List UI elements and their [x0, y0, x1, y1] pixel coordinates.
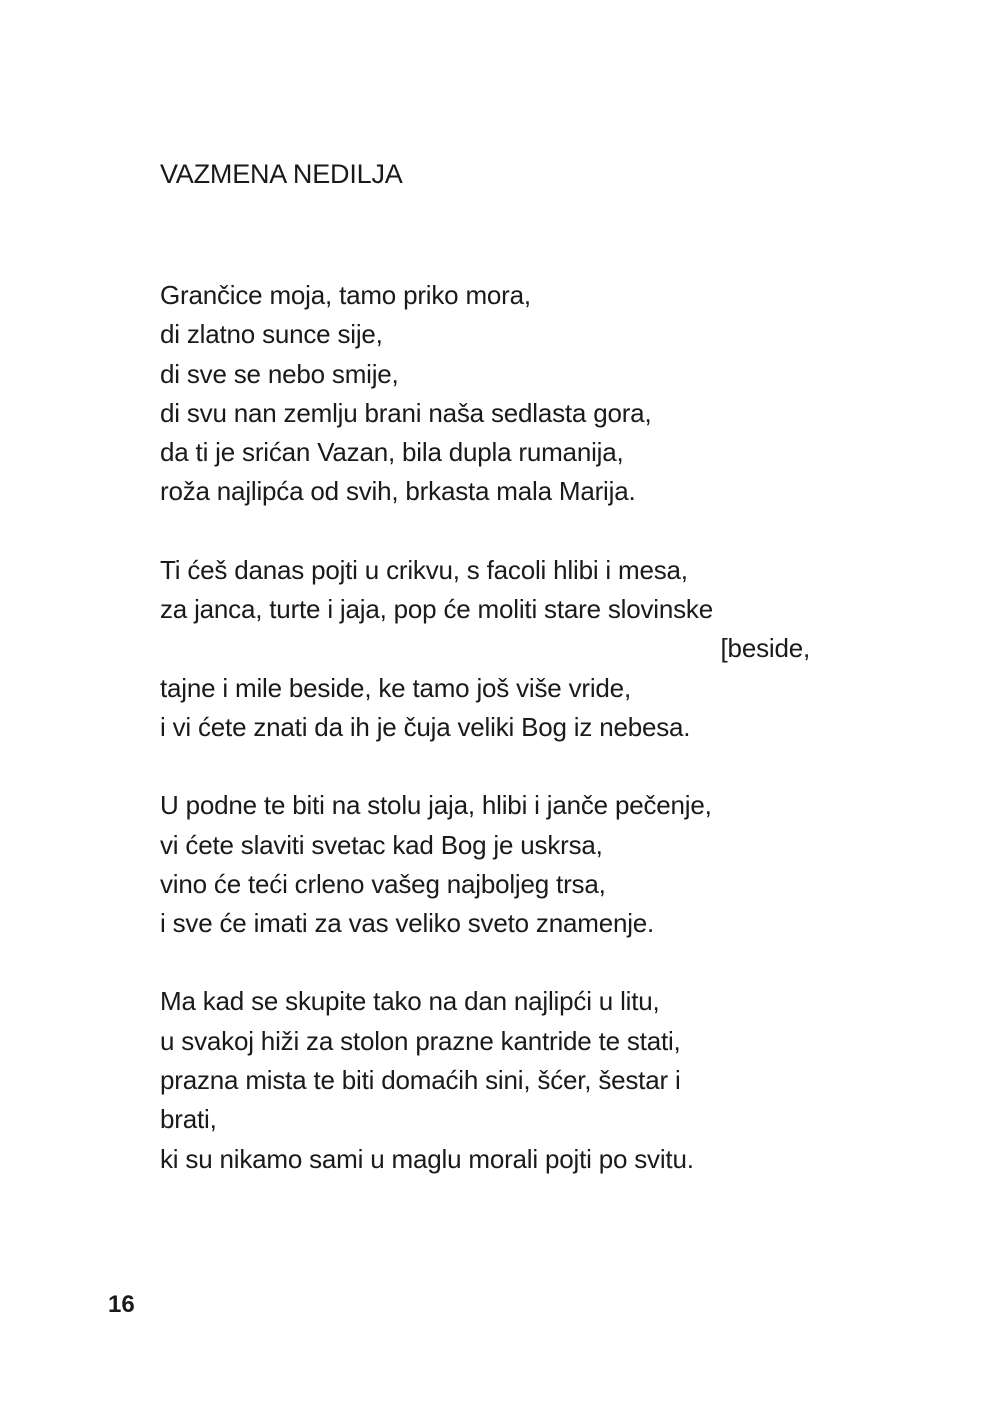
page-number: 16 [108, 1291, 135, 1318]
poem-line: vi ćete slaviti svetac kad Bog je uskrsa, [160, 829, 603, 860]
poem-line: Grančice moja, tamo priko mora, [160, 280, 531, 310]
poem-line: brati, [160, 1104, 217, 1135]
poem-line-continuation: [beside, [720, 633, 810, 664]
poem-title: VAZMENA NEDILJA [160, 159, 403, 189]
poem-line: prazna mista te biti domaćih sini, šćer, šestar i [160, 1065, 681, 1096]
poem-line: di svu nan zemlju brani naša sedlasta gora, [160, 397, 652, 428]
poem-line: tajne i mile beside, ke tamo još više vride, [160, 672, 631, 703]
stanza-4 [160, 982, 840, 1178]
poem-line: vino će teći crleno vašeg najboljeg trsa, [160, 868, 606, 899]
poem-body [160, 276, 840, 1218]
poem-line: Ma kad se skupite tako na dan najlipći u litu, [160, 986, 660, 1017]
stanza-1 [160, 276, 840, 512]
poem-line: roža najlipća od svih, brkasta mala Marija. [160, 476, 636, 507]
poem-line: i sve će imati za vas veliko sveto znamenje. [160, 908, 655, 939]
stanza-3 [160, 786, 840, 943]
poem-line: u svakoj hiži za stolon prazne kantride te stati, [160, 1025, 681, 1056]
poem-line: U podne te biti na stolu jaja, hlibi i janče pečenje, [160, 790, 712, 821]
poem-line: za janca, turte i jaja, pop će moliti stare slovinske [160, 594, 713, 625]
stanza-2 [160, 551, 840, 747]
poem-line: di sve se nebo smije, [160, 358, 399, 389]
poem-line: di zlatno sunce sije, [160, 319, 383, 350]
poem-line: Ti ćeš danas pojti u crikvu, s facoli hlibi i mesa, [160, 554, 688, 585]
poem-line: i vi ćete znati da ih je čuja veliki Bog iz nebesa. [160, 711, 691, 742]
poem-line: ki su nikamo sami u maglu morali pojti po svitu. [160, 1143, 694, 1174]
poem-line: da ti je srićan Vazan, bila dupla rumanija, [160, 437, 624, 468]
